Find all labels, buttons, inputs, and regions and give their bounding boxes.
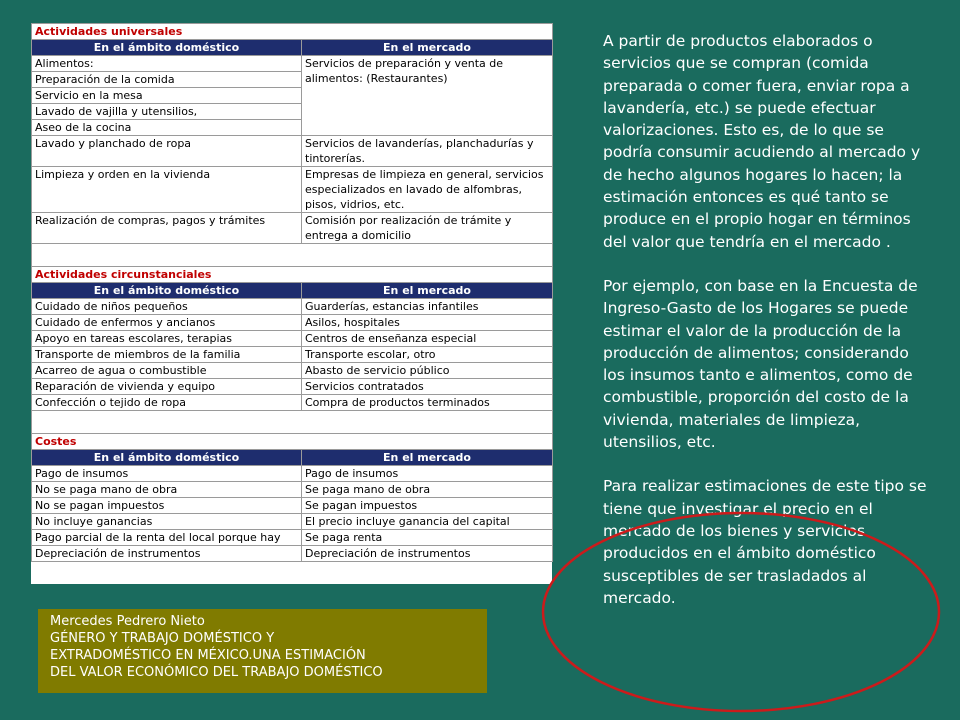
citation-title-line: EXTRADOMÉSTICO EN MÉXICO.UNA ESTIMACIÓN: [50, 648, 366, 663]
table-cell-domestic: Apoyo en tareas escolares, terapias: [32, 331, 302, 347]
citation-title-line: GÉNERO Y TRABAJO DOMÉSTICO Y: [50, 631, 275, 646]
section-title-circumstantial: Actividades circunstanciales: [32, 267, 553, 283]
citation-author: Mercedes Pedrero Nieto: [50, 614, 205, 629]
table-cell-market: Comisión por realización de trámite y entrega a domicilio: [302, 213, 553, 244]
table-cell-domestic: Depreciación de instrumentos: [32, 546, 302, 562]
table-cell-domestic: Cuidado de enfermos y ancianos: [32, 315, 302, 331]
table-cell-market: Empresas de limpieza en general, servicios especializados en lavado de alfombras, pisos, vidrios, etc.: [302, 167, 553, 213]
paragraph-conclusion: Para realizar estimaciones de este tipo se tiene que investigar el precio en el mercado de los bienes y servicios producidos en el ámbito doméstico susceptibles de ser trasladados al mercado.: [603, 477, 927, 607]
table-cell-domestic: Pago parcial de la renta del local porque hay: [32, 530, 302, 546]
table-cell-domestic: Cuidado de niños pequeños: [32, 299, 302, 315]
table-cell-market: Asilos, hospitales: [302, 315, 553, 331]
table-cell-domestic: Alimentos:: [32, 56, 302, 72]
table-cell-market: Depreciación de instrumentos: [302, 546, 553, 562]
table-cell-domestic: Limpieza y orden en la vivienda: [32, 167, 302, 213]
table-cell-market: Pago de insumos: [302, 466, 553, 482]
table-cell-market: Servicios de lavanderías, planchadurías y tintorerías.: [302, 136, 553, 167]
citation-title-line: DEL VALOR ECONÓMICO DEL TRABAJO DOMÉSTICO: [50, 665, 383, 680]
table-cell-market: Guarderías, estancias infantiles: [302, 299, 553, 315]
table-cell-market: El precio incluye ganancia del capital: [302, 514, 553, 530]
table-cell-market: Transporte escolar, otro: [302, 347, 553, 363]
section-title-costs: Costes: [32, 434, 553, 450]
table-cell-market: Servicios de preparación y venta de alimentos: (Restaurantes): [302, 56, 553, 136]
table-cell-market: Compra de productos terminados: [302, 395, 553, 411]
col-header-market: En el mercado: [302, 40, 553, 56]
col-header-market: En el mercado: [302, 283, 553, 299]
table-cell-domestic: Preparación de la comida: [32, 72, 302, 88]
table-cell-domestic: Transporte de miembros de la familia: [32, 347, 302, 363]
paragraph-valuation: A partir de productos elaborados o servicios que se compran (comida preparada o comer fuera, enviar ropa a lavandería, etc.) se puede efectuar valorizaciones. Esto es, de lo que se podría consumir acudiendo al mercado y de hecho algunos hogares lo hacen; la estimación entonces es qué tanto se produce en el propio hogar en términos del valor que tendría en el mercado .: [603, 32, 921, 251]
table-cell-domestic: Pago de insumos: [32, 466, 302, 482]
col-header-market: En el mercado: [302, 450, 553, 466]
table-cell-domestic: No incluye ganancias: [32, 514, 302, 530]
col-header-domestic: En el ámbito doméstico: [32, 283, 302, 299]
table-cell-domestic: Aseo de la cocina: [32, 120, 302, 136]
table-cell-domestic: Lavado y planchado de ropa: [32, 136, 302, 167]
table-cell-domestic: No se pagan impuestos: [32, 498, 302, 514]
section-title-universal: Actividades universales: [32, 24, 553, 40]
highlight-oval-shape: [543, 513, 939, 711]
paragraph-example: Por ejemplo, con base en la Encuesta de Ingreso-Gasto de los Hogares se puede estimar el valor de la producción de la producción de alimentos; considerando los insumos tanto e alimentos, como de combustible, proporción del costo de la vivienda, materiales de limpieza, utensilios, etc.: [603, 276, 918, 452]
table-cell-market: Se paga mano de obra: [302, 482, 553, 498]
col-header-domestic: En el ámbito doméstico: [32, 40, 302, 56]
table-cell-market: Se paga renta: [302, 530, 553, 546]
table-cell-domestic: Confección o tejido de ropa: [32, 395, 302, 411]
table-cell-market: Servicios contratados: [302, 379, 553, 395]
table-cell-domestic: No se paga mano de obra: [32, 482, 302, 498]
table-cell-market: Centros de enseñanza especial: [302, 331, 553, 347]
citation-box: [38, 609, 487, 693]
table-cell-market: Abasto de servicio público: [302, 363, 553, 379]
table-cell-domestic: Acarreo de agua o combustible: [32, 363, 302, 379]
table-cell-domestic: Reparación de vivienda y equipo: [32, 379, 302, 395]
table-cell-domestic: Servicio en la mesa: [32, 88, 302, 104]
table-cell-domestic: Lavado de vajilla y utensilios,: [32, 104, 302, 120]
table-cell-market: Se pagan impuestos: [302, 498, 553, 514]
col-header-domestic: En el ámbito doméstico: [32, 450, 302, 466]
table-cell-domestic: Realización de compras, pagos y trámites: [32, 213, 302, 244]
